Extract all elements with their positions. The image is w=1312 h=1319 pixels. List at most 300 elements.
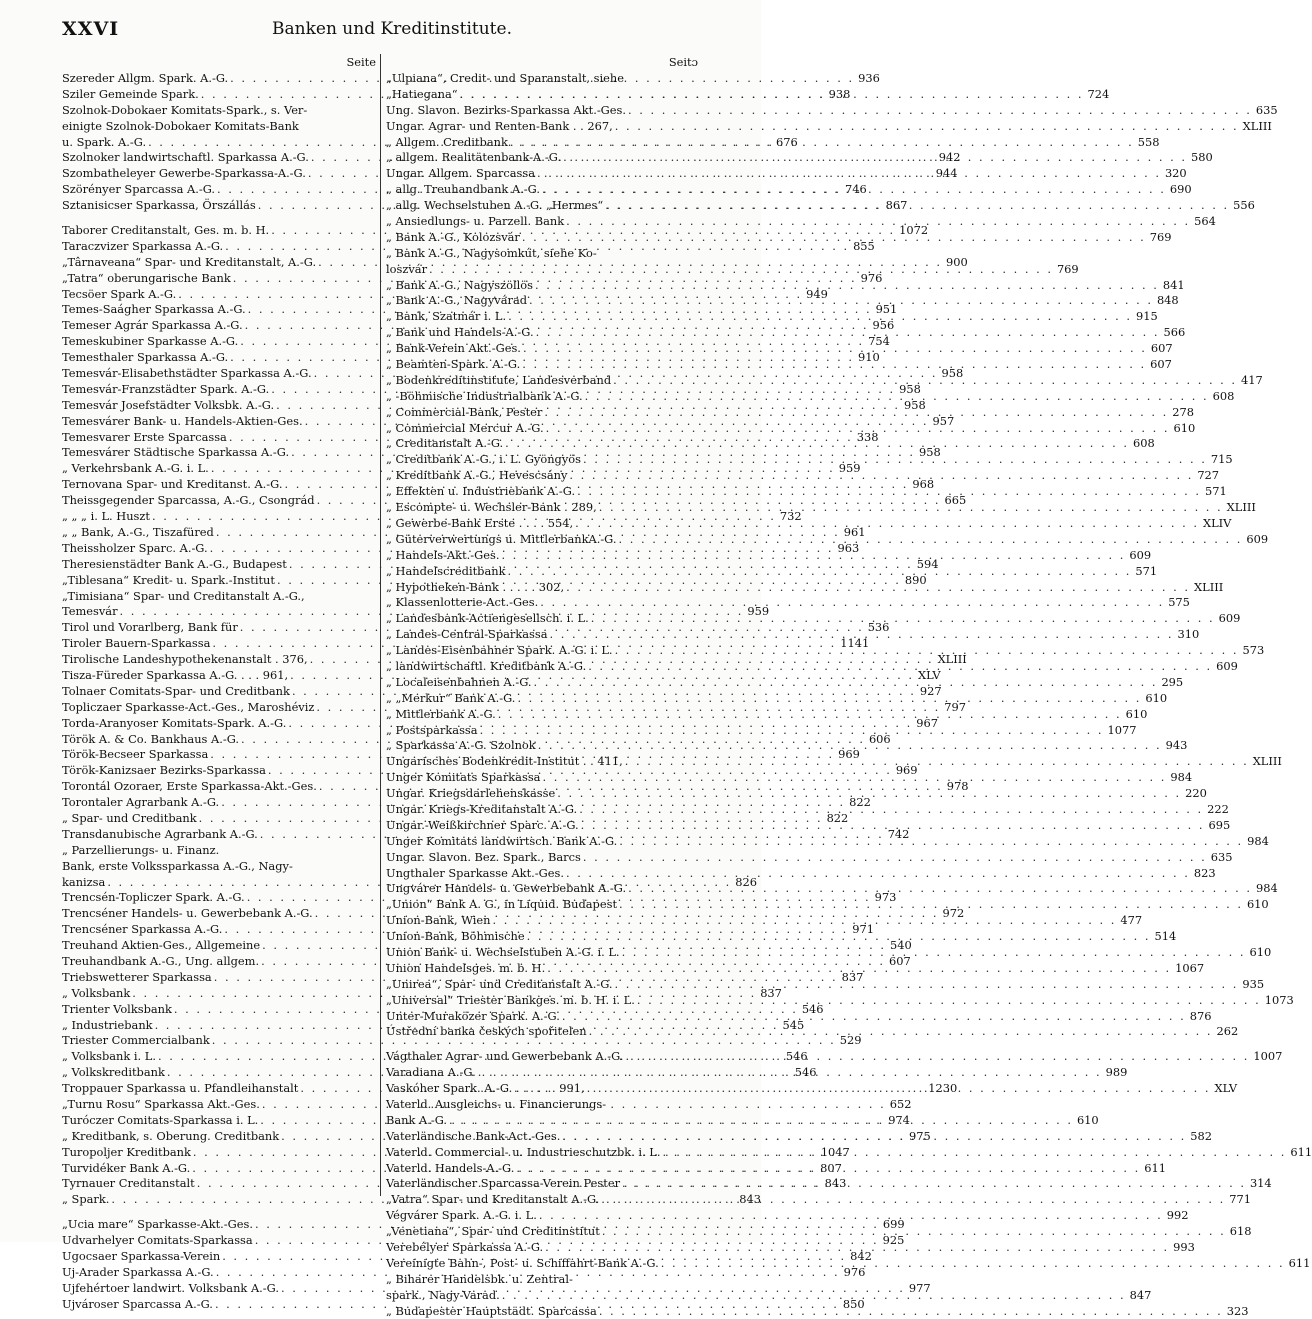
dot-leader (506, 309, 1134, 323)
dot-leader (521, 341, 1149, 355)
dot-leader (564, 580, 1192, 594)
entry-name: „Venetiana“, Spar- und Creditinstitut (386, 1224, 600, 1239)
entry-page-ref: XLV (918, 667, 941, 682)
entry-name: „ Sparkassa A.-G. Szolnok (386, 738, 536, 753)
entry-name: „ Güterverwertungs u. MittlerbankA.-G. (386, 531, 617, 546)
entry-name: Tolnaer Comitats-Spar- und Creditbank (62, 683, 290, 698)
entry-page-ref: 847 (1129, 1287, 1152, 1302)
dot-leader (573, 516, 1201, 530)
entry-name: Torda-Aranyoser Komitats-Spark. A.-G. (62, 715, 287, 730)
entry-page-ref: 1007 (1253, 1049, 1283, 1064)
entry-name: Torontál Ozoraer, Erste Sparkassa-Akt.-Ges. (62, 779, 317, 794)
dot-leader (626, 103, 1254, 117)
entry-page-ref: 855 (853, 238, 875, 253)
entry-page-ref: 958 (904, 397, 926, 412)
entry-page-ref: 608 (1212, 388, 1235, 403)
dot-leader (659, 1256, 1287, 1270)
entry-page-ref: 843 (824, 1176, 847, 1191)
entry-page-ref: 699 (882, 1217, 905, 1232)
entry-page-ref: 609 (1216, 658, 1238, 673)
dot-leader (496, 707, 1124, 721)
index-entry-continued (386, 1097, 698, 1113)
dot-leader (613, 119, 1241, 133)
entry-page-ref: 338 (856, 429, 879, 444)
entry-name: „ Commercial-Bank, Pester (386, 404, 543, 419)
entry-page-ref: 690 (1169, 182, 1192, 197)
entry-name: Temesvarer Erste Sparcassa (62, 429, 227, 444)
entry-name: Triebswetterer Sparkassa (62, 969, 212, 984)
dot-leader (577, 802, 1205, 816)
entry-name: „Tatra“ oberungarische Bank (62, 270, 231, 285)
dot-leader (561, 150, 1189, 164)
entry-name: „ Bank A.-G., Nagysomkút, siehe Ko- (386, 245, 597, 260)
entry-page-ref: 556 (1233, 198, 1255, 213)
entry-page-ref: 843 (739, 1192, 762, 1207)
entry-spacer (386, 1040, 698, 1049)
entry-page-ref: 652 (889, 1097, 912, 1111)
entry-page-ref: 323 (1226, 1303, 1249, 1318)
entry-name: Ungar. Allgem. Sparcassa (386, 166, 536, 181)
entry-name: Ternovana Spar- und Kreditanst. A.-G. (62, 477, 283, 492)
entry-name: Uj-Arader Sparkassa A.-G. (62, 1264, 214, 1279)
index-entry-continued (386, 1272, 698, 1288)
entry-name: Turóczer Comitats-Sparkassa i. L. (62, 1112, 259, 1127)
entry-name: Temesvár-Elisabethstädter Sparkassa A.-G. (62, 366, 312, 381)
entry-name: „ Bank-Verein Akt.-Ges. (386, 341, 521, 356)
entry-name: Trencsén-Topliczer Spark. A.-G. (62, 890, 245, 905)
entry-page-ref: 942 (938, 150, 961, 165)
dot-leader (589, 611, 1217, 625)
entry-name: „Tiblesana“ Kredit- u. Spark.-Institut (62, 572, 275, 587)
entry-page-ref: 807 (820, 1160, 842, 1175)
entry-name: Turopoljer Kreditbank (62, 1144, 191, 1159)
entry-name: Vaterländischer Sparcassa-Verein Pester (386, 1176, 621, 1191)
entry-page-ref: XLIII (1242, 118, 1272, 133)
entry-page-ref: 951 (875, 302, 898, 317)
dot-leader (586, 659, 1214, 673)
entry-page-ref: 975 (909, 1128, 931, 1143)
entry-name: spark., Nagy-Varad. (386, 1287, 500, 1302)
entry-name: „ -Böhmische Industrialbank A.-G. (386, 388, 583, 403)
entry-name: Ung. Slavon. Bezirks-Sparkassa Akt.-Ges. (386, 102, 626, 117)
entry-name: „ Klassenlotterie-Act.-Ges. (386, 595, 539, 610)
entry-page-ref: 754 (868, 334, 890, 349)
entry-name: Tyrnauer Creditanstalt (62, 1176, 195, 1191)
entry-name: „ Landes-Eisenbahner Spark. A.-G. i. L. (386, 643, 613, 658)
dot-leader (506, 564, 1134, 578)
dot-leader (520, 230, 1148, 244)
dot-leader (555, 786, 1183, 800)
entry-page-ref: 222 (1207, 801, 1229, 816)
dot-leader (499, 548, 1127, 562)
entry-name: Vaterländische Bank-Act.-Ges. (386, 1128, 561, 1143)
dot-leader (538, 595, 1166, 609)
dot-leader (478, 723, 1106, 737)
entry-page-ref: 867 (885, 198, 908, 213)
dot-leader (581, 850, 1209, 864)
entry-name: „ Hypotheken-Bank . . . . . 302, (386, 579, 565, 594)
entry-page-ref: 607 (888, 953, 911, 968)
entry-name: loszvár (386, 261, 428, 276)
entry-page-ref: XLIII (1226, 500, 1256, 515)
entry-name: Vaterld. Handels-A.-G. (386, 1160, 515, 1175)
dot-leader (537, 1208, 1165, 1222)
index-entry-continued (386, 246, 698, 262)
entry-name: einigte Szolnok-Dobokaer Komitats-Bank (62, 118, 299, 133)
entry-name: „ Beamten-Spark. A.-G. (386, 357, 521, 372)
index-entry-continued (62, 859, 376, 875)
index-entry (386, 1208, 1189, 1224)
entry-name: Szereder Allgm. Spark. A.-G. (62, 71, 229, 85)
entry-page-ref: 769 (1149, 229, 1172, 244)
entry-name: „Târnaveana“ Spar- und Kreditanstalt, A.-G. (62, 254, 317, 269)
entry-page-ref: 610 (1076, 1112, 1099, 1127)
entry-name: „Union“ Bank A. G., in Liquid. Budapest (386, 897, 618, 912)
dot-leader (603, 198, 1231, 212)
entry-name: „ allg. Wechselstuben A.-G. „Hermes“ (386, 198, 604, 213)
entry-page-ref: 797 (944, 699, 967, 714)
entry-page-ref: 974 (888, 1112, 910, 1127)
entry-name: „ Verkehrsbank A.-G. i. L. (62, 461, 209, 476)
entry-page-ref: 959 (747, 604, 770, 619)
entry-page-ref: 608 (1133, 436, 1155, 451)
dot-leader (617, 834, 1245, 848)
entry-page-ref: 972 (942, 906, 965, 921)
entry-page-ref: 822 (849, 795, 871, 810)
entry-page-ref: 925 (882, 1233, 905, 1248)
dot-leader (540, 770, 1168, 784)
entry-page-ref: 957 (932, 413, 955, 428)
entry-page-ref: 732 (779, 509, 802, 524)
entry-page-ref: 727 (1197, 468, 1220, 483)
entry-page-ref: 850 (842, 1296, 865, 1311)
entry-page-ref: 956 (872, 318, 895, 333)
entry-page-ref: 546 (801, 1001, 824, 1016)
entry-page-ref: 1072 (899, 223, 929, 238)
entry-page-ref: 609 (1129, 547, 1152, 562)
entry-name: Temesthaler Sparkassa A.-G. (62, 350, 229, 365)
dot-leader (476, 1065, 1104, 1079)
entry-name: Union Handelsges. m. b. H. (386, 960, 546, 975)
entry-name: Ungvárer Handels- u. Gewerbebank A.-G. (386, 881, 627, 896)
entry-page-ref: 890 (904, 572, 927, 587)
entry-name: „Ulpiana“, Credit- und Sparanstalt, siehe (386, 71, 624, 85)
entry-name: Ujfehértoer landwirt. Volksbank A.-G. (62, 1280, 279, 1295)
entry-page-ref: 573 (1242, 643, 1265, 658)
entry-page-ref: 984 (1170, 770, 1193, 785)
entry-page-ref: 746 (844, 182, 867, 197)
dot-leader (514, 1161, 1142, 1175)
dot-leader (611, 373, 1239, 387)
dot-leader (635, 993, 1263, 1007)
entry-name: „ landwirtschaftl. Kreditbank A.-G. (386, 658, 587, 673)
entry-name: Theissholzer Sparc. A.-G. (62, 540, 208, 555)
dot-leader (567, 468, 1195, 482)
right-column-header: Seitɔ (668, 55, 698, 69)
entry-name: Torontaler Agrarbank A.-G. (62, 795, 220, 810)
entry-page-ref: 969 (895, 763, 918, 778)
entry-name: Török-Becseer Sparkassa (62, 747, 209, 762)
column-divider (380, 54, 381, 1196)
entry-page-ref: 837 (760, 985, 782, 1000)
entry-page-ref: 1073 (1264, 992, 1294, 1007)
entry-name: Sziler Gemeinde Spark. (62, 86, 199, 101)
entry-page-ref: 540 (890, 938, 912, 953)
entry-page-ref: 992 (1166, 1208, 1189, 1223)
entry-page-ref: 611 (1290, 1144, 1312, 1159)
entry-name: Temes-Saágher Sparkassa A.-G. (62, 302, 246, 317)
entry-page-ref: XLIII (1194, 579, 1224, 594)
entry-name: Vágthaler Agrar- und Gewerbebank A.-G. (386, 1049, 624, 1064)
entry-page-ref: 969 (838, 747, 860, 762)
entry-page-ref: 822 (826, 810, 849, 825)
entry-name: Temesvár-Franzstädter Spark. A.-G. (62, 381, 270, 396)
dot-leader (543, 1240, 1171, 1254)
dot-leader (623, 1049, 1251, 1063)
entry-name: „ Postsparkassa (386, 722, 478, 737)
dot-leader (617, 897, 1245, 911)
dot-leader (583, 389, 1211, 403)
entry-page-ref: 724 (1087, 86, 1110, 101)
entry-name: Ungar. Slavon. Bez. Spark., Barcs (386, 849, 581, 864)
dot-leader (623, 754, 1251, 768)
entry-page-ref: 571 (1205, 484, 1227, 499)
dot-leader (534, 325, 1162, 339)
entry-name: „Vatra“ Spar- und Kreditanstalt A.-G. (386, 1192, 600, 1207)
entry-page-ref: 220 (1185, 786, 1207, 801)
entry-name: Tirol und Vorarlberg, Bank für (62, 620, 238, 635)
entry-name: „ Bodenkreditinstitute, Landesverband (386, 372, 612, 387)
entry-page-ref: 963 (837, 540, 860, 555)
entry-page-ref: 976 (860, 270, 883, 285)
index-entry (386, 595, 1190, 611)
dot-leader (597, 1304, 1225, 1318)
entry-page-ref: 977 (908, 1280, 931, 1295)
page-number: XXVI (62, 18, 120, 40)
dot-leader (508, 135, 1136, 149)
entry-name: „ Bank A.-G., Nagyvárad (386, 293, 528, 308)
dot-leader (525, 929, 1153, 943)
entry-page-ref: 545 (782, 1017, 805, 1032)
entry-name: Troppauer Sparkassa u. Pfandleihanstalt (62, 1081, 299, 1096)
entry-name: Taborer Creditanstalt, Ges. m. b. H. (62, 223, 270, 238)
entry-page-ref: 618 (1229, 1224, 1252, 1239)
entry-name: Ungarisches Bodenkredit-Institut . . 411, (386, 754, 623, 769)
entry-name: „Ucia mare“ Sparkasse-Akt.-Ges. (62, 1217, 253, 1232)
dot-leader (600, 1224, 1228, 1238)
entry-page-ref: 564 (1194, 214, 1216, 229)
entry-name: Sztanisicser Sparkassa, Örszállás (62, 198, 256, 213)
entry-page-ref: 984 (1247, 833, 1269, 848)
entry-name: u. Spark. A.-G. (62, 134, 147, 149)
entry-name: Szombatheleyer Gewerbe-Sparkassa-A.-G. (62, 166, 306, 181)
dot-leader (575, 484, 1203, 498)
entry-name: „ Bank A.-G., Nagyszöllös (386, 277, 533, 292)
entry-name: Vaterld. Ausgleichs- u. Financierungs- (386, 1097, 607, 1111)
entry-name: kanizsa (62, 874, 106, 889)
entry-page-ref: 610 (1173, 420, 1196, 435)
entry-page-ref: 582 (1190, 1128, 1213, 1143)
entry-page-ref: 842 (850, 1249, 872, 1264)
entry-name: Ungthaler Sparkasse Akt.-Ges. (386, 865, 564, 880)
entry-page-ref: XLV (1214, 1081, 1238, 1096)
entry-name: Topliczaer Sparkasse-Act.-Ges., Maroshéviz (62, 699, 315, 714)
dot-leader (533, 278, 1161, 292)
entry-name: Tiroler Bauern-Sparkassa (62, 636, 211, 651)
entry-page-ref: 594 (916, 556, 939, 571)
entry-page-ref: 876 (1189, 1008, 1212, 1023)
entry-page-ref: 961 (843, 524, 866, 539)
entry-name: „ Bank A.-G., Kolozsvár (386, 229, 520, 244)
entry-page-ref: 676 (775, 134, 798, 149)
entry-page-ref: 607 (1150, 357, 1172, 372)
dot-leader (599, 1192, 1227, 1206)
entry-page-ref: XLIII (1252, 754, 1282, 769)
entry-name: Ugocsaer Sparkassa-Verein (62, 1249, 221, 1264)
entry-page-ref: 606 (868, 731, 891, 746)
entry-page-ref: 314 (1249, 1176, 1272, 1191)
entry-page-ref: 978 (946, 779, 969, 794)
dot-leader (585, 1081, 1213, 1095)
entry-name: „Unirea“, Spar- und Creditanstalt A.-G. (386, 976, 613, 991)
entry-page-ref: 607 (1150, 341, 1173, 356)
dot-leader (660, 1145, 1288, 1159)
entry-name: „ Bank und Handels-A.-G. (386, 325, 534, 340)
dot-leader (447, 1113, 1075, 1127)
entry-name: „ „ Bank, A.-G., Tiszafüred (62, 524, 214, 539)
entry-page-ref: 477 (1120, 913, 1143, 928)
entry-page-ref: 958 (941, 366, 964, 381)
dot-leader (503, 436, 1131, 450)
entry-name: Tisza-Füreder Sparkassa A.-G. . . . 961, (62, 667, 289, 682)
entry-page-ref: 611 (1144, 1160, 1167, 1175)
dot-leader (548, 627, 1176, 641)
dot-leader (540, 182, 1168, 196)
dot-leader (579, 818, 1207, 832)
entry-page-ref: 715 (1210, 452, 1233, 467)
entry-page-ref: 566 (1163, 325, 1186, 340)
dot-leader (542, 405, 1170, 419)
index-entry (386, 214, 1216, 230)
entry-name: „ Handels-Akt.-Ges. (386, 547, 500, 562)
dot-leader (536, 738, 1164, 752)
dot-leader (587, 1024, 1215, 1038)
entry-page-ref: 936 (858, 71, 880, 85)
entry-name: „ Bank, Szatmár i. L. (386, 309, 507, 324)
entry-name: Temesvár Josefstädter Volksbk. A.-G. (62, 397, 275, 412)
dot-leader (515, 691, 1143, 705)
entry-page-ref: 580 (1190, 150, 1213, 165)
entry-page-ref: 949 (806, 286, 828, 301)
entry-page-ref: 665 (944, 493, 967, 508)
dot-leader (581, 452, 1209, 466)
entry-page-ref: 944 (935, 166, 958, 181)
entry-page-ref: 529 (839, 1033, 862, 1048)
dot-leader (544, 421, 1172, 435)
dot-leader (458, 87, 1086, 101)
entry-page-ref: 611 (1288, 1255, 1311, 1270)
entry-name: Szolnok-Dobokaer Komitats-Spark., s. Ver- (62, 102, 308, 117)
entry-page-ref: 1067 (1175, 960, 1205, 975)
entry-page-ref: 610 (1125, 706, 1148, 721)
index-entry-continued (62, 103, 376, 119)
entry-name: „ allgem. Realitätenbank-A.-G. (386, 150, 562, 165)
entry-page-ref: 310 (1177, 627, 1200, 642)
entry-name: Vaskóher Spark. A.-G. . . . . . . 991, (386, 1081, 585, 1096)
entry-name: Temeser Agrár Sparkassa A.-G. (62, 318, 243, 333)
entry-page-ref: 958 (918, 445, 941, 460)
entry-name: „ Ansiedlungs- u. Parzell. Bank (386, 214, 565, 229)
entry-page-ref: 971 (852, 922, 875, 937)
index-entry (62, 1033, 862, 1049)
dot-leader (564, 866, 1192, 880)
dot-leader (527, 293, 1155, 307)
dot-leader (626, 881, 1254, 895)
entry-name: „ allg. Treuhandbank A.-G. (386, 182, 540, 197)
entry-name: „ Spark. (62, 1192, 110, 1207)
index-entry-continued (62, 843, 376, 859)
entry-page-ref: 609 (1246, 531, 1269, 546)
entry-page-ref: 910 (858, 350, 880, 365)
entry-name: „ Creditbank A.-G., i. L. Gyöngyös (386, 452, 581, 467)
entry-page-ref: 695 (1208, 817, 1231, 832)
entry-page-ref: 742 (887, 826, 910, 841)
entry-name: Transdanubische Agrarbank A.-G. (62, 826, 258, 841)
entry-name: Temesvárer Städtische Sparkassa A.-G. (62, 445, 290, 460)
entry-page-ref: 935 (1242, 976, 1265, 991)
entry-name: „Timisiana“ Spar- und Creditanstalt A.-G., (62, 588, 305, 603)
dot-leader (545, 961, 1173, 975)
entry-name: Varadiana A.-G. (386, 1065, 476, 1080)
entry-page-ref: 320 (1164, 166, 1187, 181)
entry-name: Ústřední banka českých spořitelen (386, 1024, 587, 1039)
entry-name: „ Landesbank-Actiengesellsch. i. L. (386, 611, 589, 626)
entry-name: „ Effekten u. Industriebank A.-G. (386, 484, 576, 499)
entry-name: Ujvároser Sparcassa A.-G. (62, 1296, 213, 1311)
dot-leader (532, 675, 1160, 689)
page-header (62, 18, 735, 44)
dot-leader (560, 1129, 1188, 1143)
entry-page-ref: 927 (919, 683, 942, 698)
entry-name: „ Gewerbe-Bank Erste . . . . 554, (386, 515, 574, 530)
entry-page-ref: 958 (899, 381, 921, 396)
entry-name: Trienter Volksbank (62, 1001, 172, 1016)
entry-page-ref: 1077 (1107, 722, 1137, 737)
entry-page-ref: 959 (838, 461, 861, 476)
entry-name: Ungar. Agrar- und Renten-Bank . . 267, (386, 118, 613, 133)
entry-name: „Universal“ Triester Bankges. m. b. H. i. L. (386, 992, 635, 1007)
dot-leader (613, 643, 1241, 657)
entry-page-ref: 771 (1229, 1192, 1251, 1207)
entry-name: „ Parzellierungs- u. Finanz. (62, 842, 220, 857)
entry-page-ref: 837 (841, 969, 864, 984)
dot-leader (427, 262, 1055, 276)
entry-name: Theissgegender Sparcassa, A.-G., Csongrád (62, 493, 315, 508)
entry-name: Ungar. Kriegsdarlehenskasse (386, 786, 556, 801)
entry-spacer (62, 1208, 376, 1217)
entry-page-ref: 967 (916, 715, 938, 730)
entry-page-ref: 989 (1105, 1065, 1128, 1080)
entry-name: Temesvár (62, 604, 118, 619)
index-entry (386, 118, 1272, 135)
entry-page-ref: 943 (1165, 738, 1188, 753)
index-entry-continued (62, 589, 376, 605)
index-entry-continued (386, 71, 698, 87)
dot-leader (535, 166, 1163, 180)
entry-page-ref: 1047 (820, 1144, 850, 1159)
entry-name: Unger Komitats Sparkassa (386, 770, 541, 785)
index-entry (386, 102, 1278, 119)
